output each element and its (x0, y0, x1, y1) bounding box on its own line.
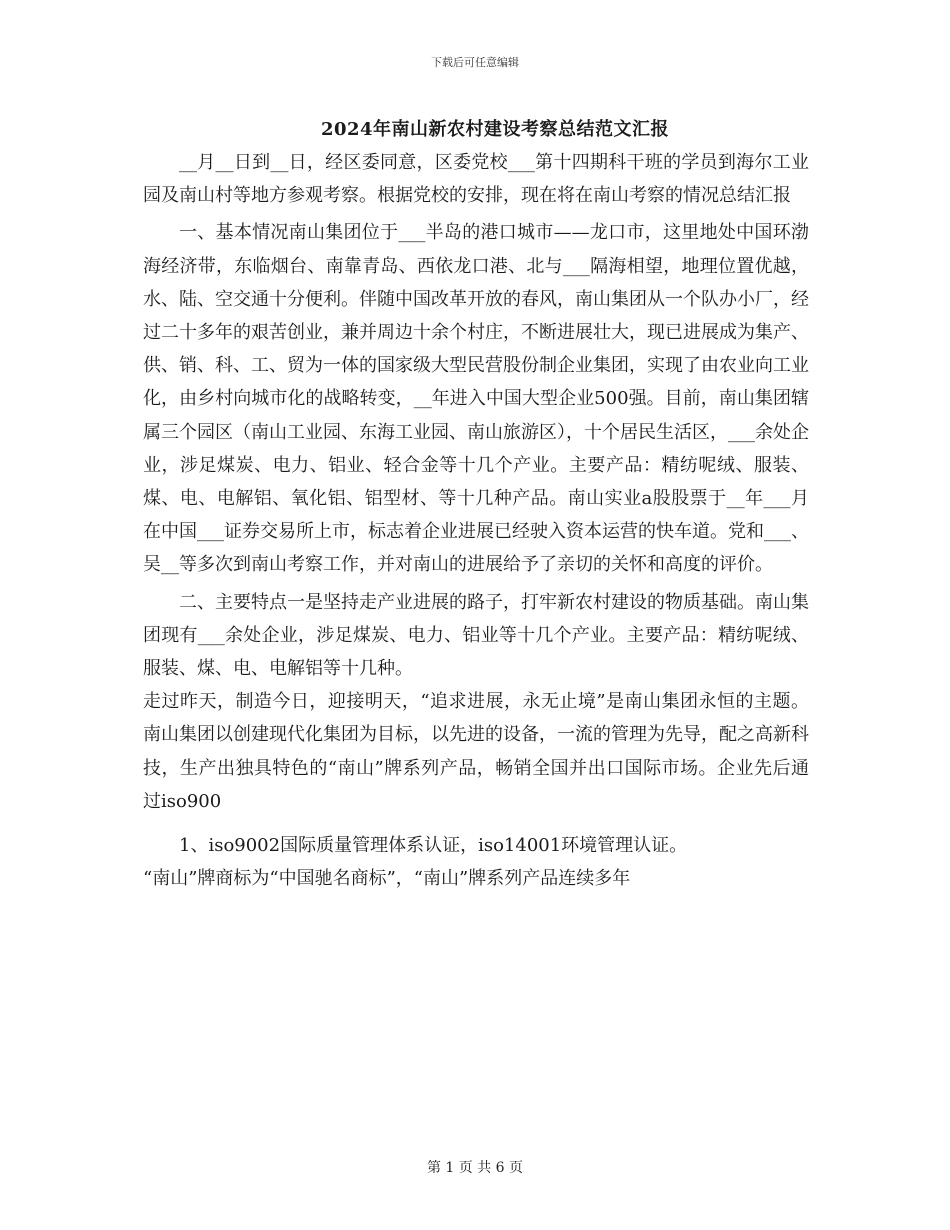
paragraph-main-features: 二、主要特点一是坚持走产业进展的路子，打牢新农村建设的物质基础。南山集团现有___余处企业，涉足煤炭、电力、铝业等十几个产业。主要产品：精纺呢绒、服装、煤、电、电解铝等十几种。 (143, 591, 809, 680)
paragraph-basic-situation: 一、基本情况南山集团位于___半岛的港口城市——龙口市，这里地处中国环渤海经济带，东临烟台、南靠青岛、西依龙口港、北与___隔海相望，地理位置优越，水、陆、空交通十分便利。伴随中国改革开放的春风，南山集团从一个队办小厂，经过二十多年的艰苦创业，兼并周边十余个村庄，不断进展壮大，现已进展成为集产、供、销、科、工、贸为一体的国家级大型民营股份制企业集团，实现了由农业向工业化，由乡村向城市化的战略转变，__年进入中国大型企业500强。目前，南山集团辖属三个园区（南山工业园、东海工业园、南山旅游区），十个居民生活区，___余处企业，涉足煤炭、电力、铝业、轻合金等十几个产业。主要产品：精纺呢绒、服装、煤、电、电解铝、氧化铝、铝型材、等十几种产品。南山实业a股股票于__年___月在中国___证券交易所上市，标志着企业进展已经驶入资本运营的快车道。党和___、吴__等多次到南山考察工作，并对南山的进展给予了亲切的关怀和高度的评价。 (143, 222, 809, 576)
paragraph-pursuit: 走过昨天，制造今日，迎接明天，“追求进展，永无止境”是南山集团永恒的主题。南山集团以创建现代化集团为目标，以先进的设备，一流的管理为先导，配之高新科技，生产出独具特色的“南山”牌系列产品，畅销全国并出口国际市场。企业先后通过iso900 (143, 691, 809, 812)
paragraph-certification: 1、iso9002国际质量管理体系认证，iso14001环境管理认证。 (179, 835, 688, 857)
page-indicator: 第 1 页 共 6 页 (426, 1160, 524, 1176)
paragraph-trademark: “南山”牌商标为“中国驰名商标”，“南山”牌系列产品连续多年 (143, 868, 631, 890)
paragraph-intro: __月__日到__日，经区委同意，区委党校___第十四期科干班的学员到海尔工业园及南山村等地方参观考察。根据党校的安排，现在将在南山考察的情况总结汇报 (143, 152, 809, 207)
document-title: 2024年南山新农村建设考察总结范文汇报 (320, 119, 670, 140)
document-body (143, 146, 809, 895)
header-note: 下载后可任意编辑 (431, 56, 519, 69)
